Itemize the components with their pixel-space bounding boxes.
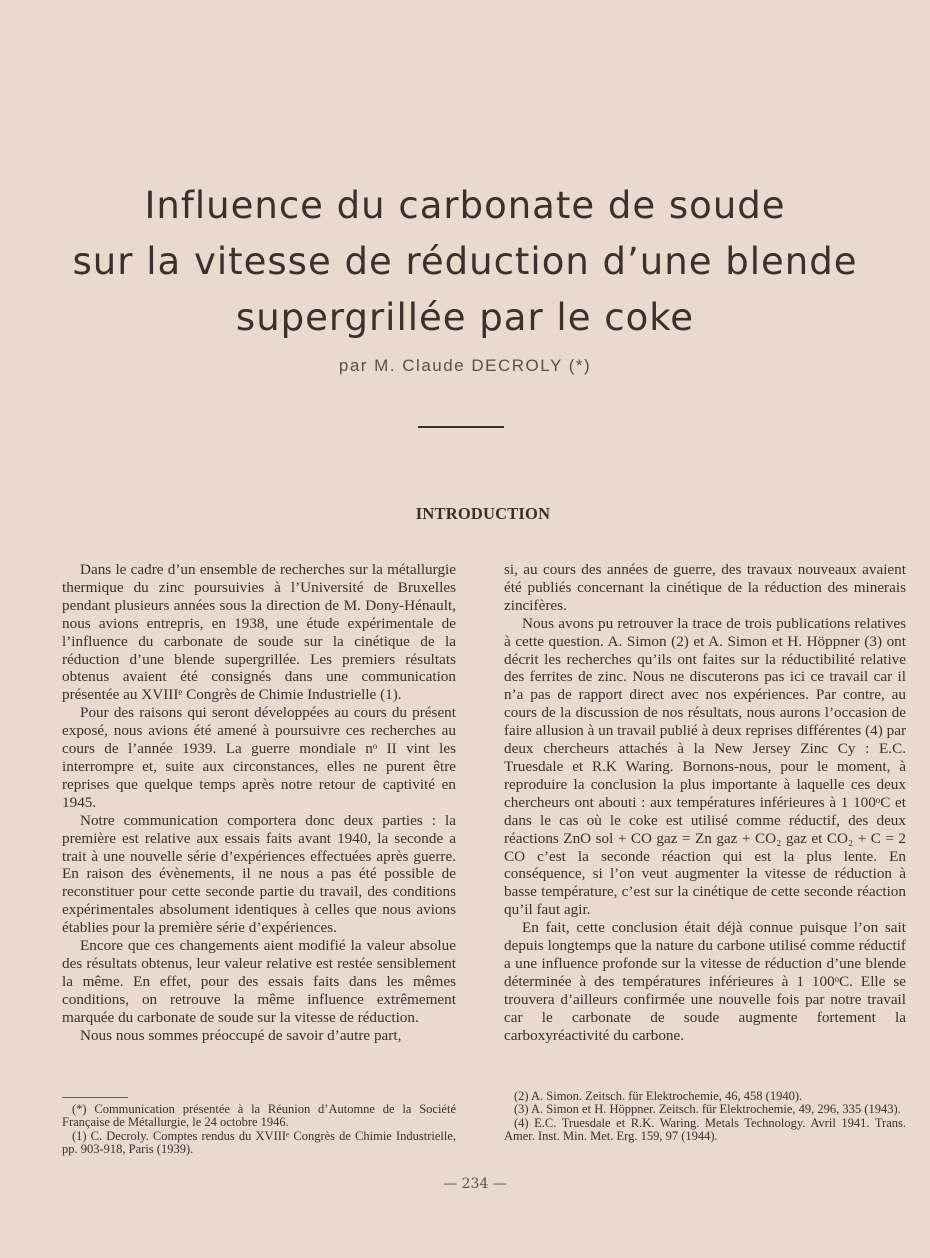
- paragraph: Dans le cadre d’un ensemble de recherches sur la métallurgie thermique du zinc poursuivies à l’Université de Bruxelles pendant plusieurs années sous la direction de M. Dony-Hénault, nous avions entrepris, en 1938, une étude expérimentale de l’influence du carbonate de soude sur la cinétique de la réduction d’une blende supergrillée. Les premiers résultats obtenus avaient été consignés dans une communication présentée au XVIIIᵉ Congrès de Chimie Industrielle (1).: [62, 561, 456, 704]
- title-line-2: sur la vitesse de réduction d’une blende: [72, 240, 858, 283]
- section-heading: INTRODUCTION: [415, 504, 551, 523]
- paragraph: Nous nous sommes préoccupé de savoir d’autre part,: [80, 1026, 402, 1044]
- footnote: (3) A. Simon et H. Höppner. Zeitsch. für Elektrochemie, 49, 296, 335 (1943).: [514, 1102, 901, 1117]
- paragraph: si, au cours des années de guerre, des travaux nouveaux avaient été publiés concernant la cinétique de la réduction des minerais zincifères.: [504, 561, 906, 614]
- paragraph: Nous avons pu retrouver la trace de trois publications relatives à cette question. A. Simon (2) et A. Simon et H. Höppner (3) ont décrit les recherches qu’ils ont faites sur la réductibilité relative des ferrites de zinc. Nous ne discuterons pas ici ce travail car il n’a pas de rapport direct avec nos expériences. Par contre, au cours de la discussion de nos résultats, nous aurons l’occasion de faire allusion à un travail publié à deux reprises différentes (4) par deux chercheurs attachés à la New Jersey Zinc Cy : E.C. Truesdale et R.K Waring. Bornons-nous, pour le moment, à reproduire la conclusion la plus importante à laquelle ces deux chercheurs ont abouti : aux températures inférieures à 1 100ᵒC et dans le cas où le coke est utilisé comme réductif, des deux réactions ZnO sol + CO gaz = Zn gaz + CO₂ gaz et CO₂ + C = 2 CO c’est la seconde réaction qui est la plus lente. En conséquence, si l’on veut augmenter la vitesse de réduction à basse température, c’est sur la cinétique de cette seconde réaction qu’il faut agir.: [504, 614, 906, 919]
- paragraph: Encore que ces changements aient modifié la valeur absolue des résultats obtenus, leur valeur relative est restée sensiblement la même. En effet, pour des essais faits dans les mêmes conditions, on retrouve la même influence extrêmement marquée du carbonate de soude sur la vitesse de réduction.: [62, 937, 456, 1026]
- footnote-divider: [62, 1097, 128, 1098]
- paragraph: En fait, cette conclusion était déjà connue puisque l’on sait depuis longtemps que la nature du carbone utilisé comme réductif a une influence profonde sur la vitesse de réduction d’une blende déterminée à des températures inférieures à 1 100ᵒC. Elle se trouvera d’ailleurs confirmée une nouvelle fois par notre travail car le carbonate de soude augmente fortement la carboxyréactivité du carbone.: [504, 919, 906, 1044]
- footnote: (1) C. Decroly. Comptes rendus du XVIIIᵉ Congrès de Chimie Industrielle, pp. 903-918, Paris (1939).: [62, 1128, 456, 1157]
- title-divider: [418, 426, 504, 428]
- title-line-3: supergrillée par le coke: [235, 296, 695, 339]
- footnote: (2) A. Simon. Zeitsch. für Elektrochemie, 46, 458 (1940).: [514, 1089, 803, 1103]
- footnotes-right: [504, 1090, 906, 1144]
- footnotes-left: [62, 1103, 456, 1157]
- title-line-1: Influence du carbonate de soude: [144, 184, 786, 227]
- page-number: — 234 —: [443, 1176, 507, 1192]
- paragraph: Notre communication comportera donc deux parties : la première est relative aux essais faits avant 1940, la seconde a trait à une nouvelle série d’expériences effectuées après guerre. En raison des évènements, il ne nous a pas été possible de reconstituer pour cette seconde partie du travail, des conditions expérimentales absolument identiques à celles que nous avions établies pour la première série d’expériences.: [62, 811, 456, 937]
- footnote: (4) E.C. Truesdale et R.K. Waring. Metals Technology. Avril 1941. Trans. Amer. Inst. Min. Met. Erg. 159, 97 (1944).: [504, 1115, 906, 1144]
- author-byline: par M. Claude DECROLY (*): [338, 356, 592, 375]
- left-column: [62, 561, 456, 1044]
- footnote: (*) Communication présentée à la Réunion d’Automne de la Société Française de Métallurgie, le 24 octobre 1946.: [62, 1102, 456, 1130]
- right-column: [504, 561, 906, 1044]
- article-title: [60, 178, 870, 346]
- paragraph: Pour des raisons qui seront développées au cours du présent exposé, nous avions été amené à poursuivre ces recherches au cours de l’année 1939. La guerre mondiale nᵒ II vint les interrompre et, suite aux circonstances, elles ne purent être reprises que quelque temps après notre retour de captivité en 1945.: [62, 704, 456, 811]
